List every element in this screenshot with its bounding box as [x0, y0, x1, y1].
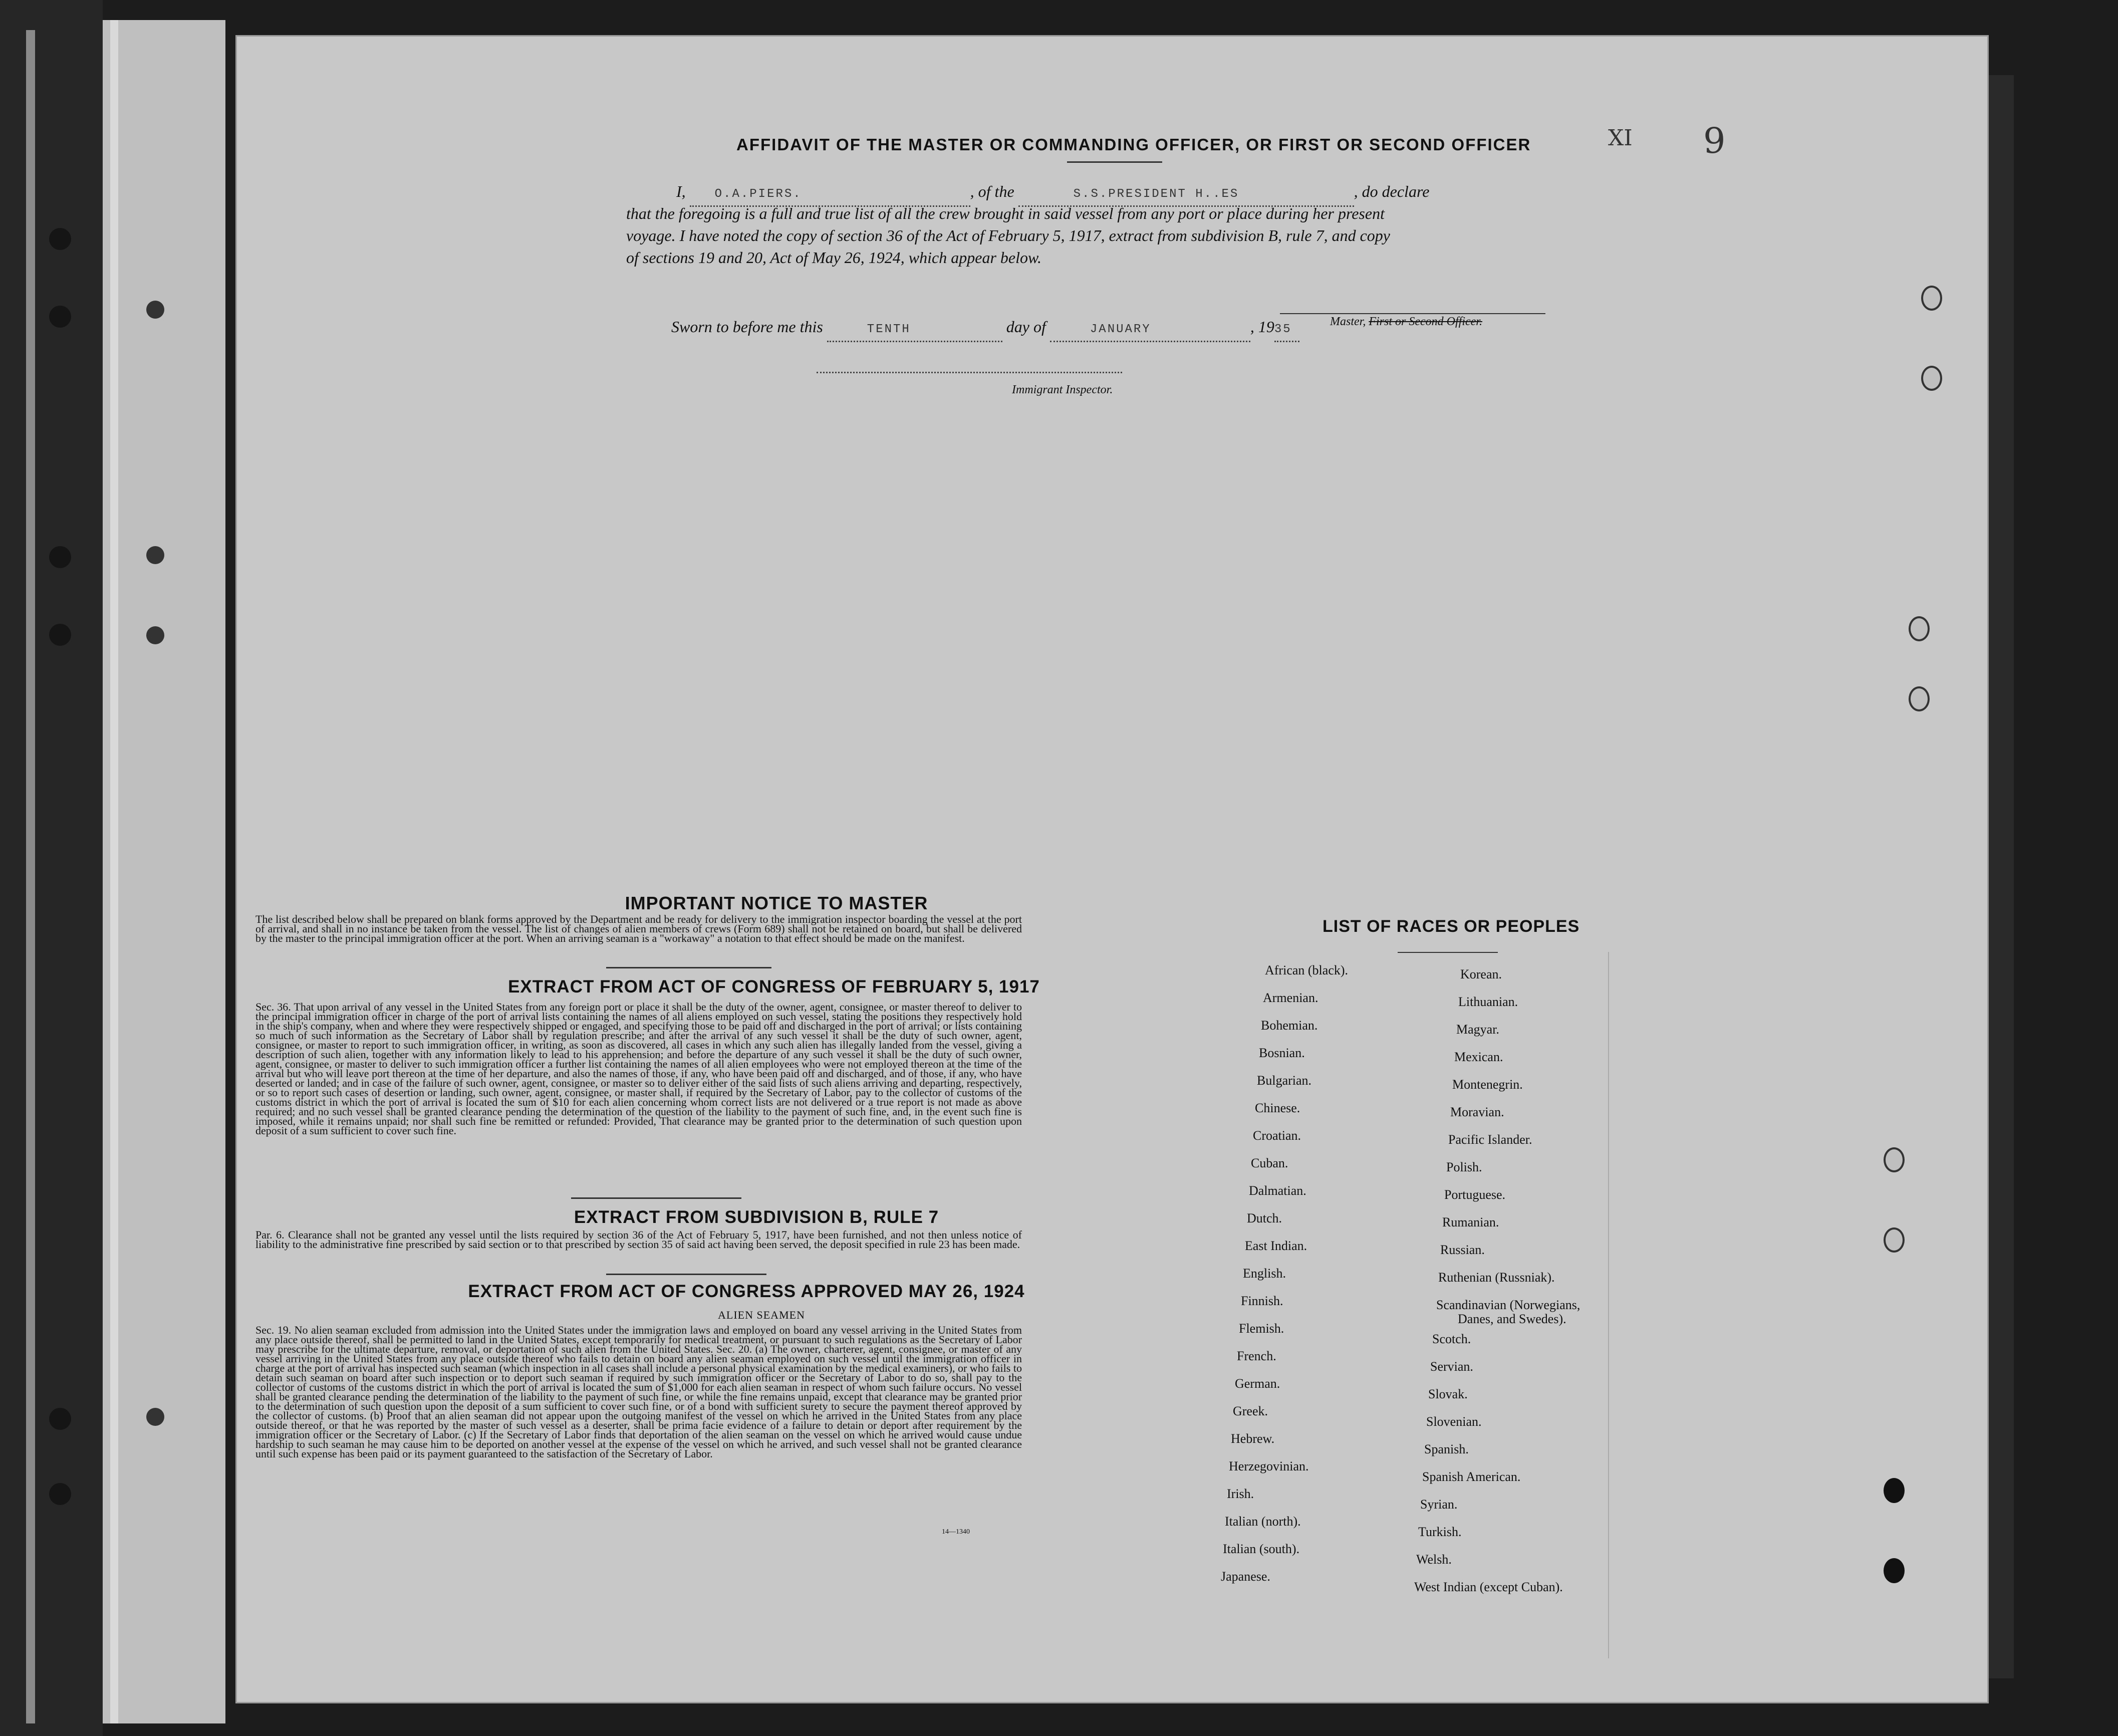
race-entry: Scotch. — [1432, 1332, 1471, 1346]
punch-hole — [1909, 686, 1930, 711]
extract2-rule — [606, 1274, 766, 1275]
corner-mark: XI — [1608, 125, 1633, 151]
race-entry: Moravian. — [1450, 1105, 1504, 1119]
binding-strip — [0, 0, 103, 1736]
punch-hole — [1884, 1478, 1905, 1503]
sworn-prefix: Sworn to before me this — [671, 318, 823, 336]
race-entry: English. — [1243, 1266, 1286, 1281]
binder-hole — [49, 1408, 71, 1430]
race-entry: Mexican. — [1454, 1050, 1503, 1064]
master-name: O.A.PIERS. — [714, 187, 802, 201]
punch-hole — [1921, 286, 1942, 311]
extract2-text: Par. 6. Clearance shall not be granted any vessel until the lists required by section 36 of the Act of February 5, 1917, have been furnished, and not then unless notice of liability to the administrative fine prescribed by said section or to that prescribed by section 35 of said act having been served, the deposit specified in rule 23 has been made. — [255, 1228, 1022, 1251]
extract2-title: EXTRACT FROM SUBDIVISION B, RULE 7 — [574, 1207, 939, 1227]
race-entry: Lithuanian. — [1458, 995, 1518, 1009]
race-entry: Spanish. — [1424, 1442, 1469, 1456]
affidavit-title: AFFIDAVIT OF THE MASTER OR COMMANDING OFFICER, OR FIRST OR SECOND OFFICER — [736, 135, 1531, 154]
binder-hole — [49, 228, 71, 250]
race-entry: Finnish. — [1241, 1294, 1283, 1308]
race-entry: Portuguese. — [1444, 1187, 1506, 1202]
affidavit-line4: of sections 19 and 20, Act of May 26, 1924, which appear below. — [626, 249, 1041, 267]
race-entry: German. — [1235, 1376, 1280, 1391]
race-entry: Danes, and Swedes). — [1458, 1312, 1566, 1326]
line1-prefix: I, — [676, 182, 686, 200]
notice-text: The list described below shall be prepared on blank forms approved by the Department and be ready for delivery to the immigration inspector boarding the vessel at the port of arrival, and shall in no instance be taken from the vessel. The list of changes of alien members of crews (Form 689) shall not be retained on board, but shall be delivered by the master to the principal immigration officer at the port. When an arriving seaman is a "workaway" a notation to that effect should be made on the manifest. — [255, 913, 1022, 944]
race-entry: Cuban. — [1251, 1156, 1288, 1170]
race-entry: African (black). — [1265, 963, 1349, 977]
binder-hole — [49, 624, 71, 646]
punch-hole — [1921, 366, 1942, 391]
race-entry: French. — [1237, 1349, 1276, 1363]
master-label: Master, — [1330, 315, 1369, 328]
binder-hole — [146, 301, 164, 319]
sworn-month-field — [1050, 316, 1250, 342]
extract1-title: EXTRACT FROM ACT OF CONGRESS OF FEBRUARY 5, 1917 — [508, 977, 1040, 997]
binder-hole — [49, 546, 71, 568]
race-entry: Magyar. — [1456, 1022, 1499, 1037]
form-number: 14—1340 — [942, 1528, 970, 1536]
vessel-name: S.S.PRESIDENT H..ES — [1073, 187, 1239, 201]
race-entry: Flemish. — [1239, 1321, 1284, 1336]
race-entry: Spanish American. — [1422, 1469, 1521, 1484]
notice-title: IMPORTANT NOTICE TO MASTER — [625, 893, 928, 913]
sworn-line — [671, 316, 1299, 342]
race-entry: Pacific Islander. — [1448, 1132, 1532, 1147]
year-suffix: 35 — [1274, 323, 1292, 336]
do-declare-label: , do declare — [1354, 182, 1430, 200]
race-entry: Servian. — [1430, 1359, 1473, 1374]
race-entry: Italian (south). — [1223, 1542, 1300, 1556]
race-entry: East Indian. — [1245, 1238, 1307, 1253]
punch-hole — [1884, 1227, 1905, 1253]
extract1-rule — [571, 1197, 741, 1199]
notice-rule — [606, 967, 771, 968]
binder-hole — [146, 626, 164, 644]
binder-paper — [103, 20, 225, 1723]
title-rule — [1067, 161, 1162, 163]
struck-officer-label: First or Second Officer. — [1369, 315, 1482, 328]
race-entry: Irish. — [1227, 1486, 1254, 1501]
race-entry: Scandinavian (Norwegians, — [1436, 1298, 1580, 1312]
race-entry: Italian (north). — [1225, 1514, 1301, 1529]
manifest-sheet — [235, 35, 1989, 1703]
punch-hole — [1909, 616, 1930, 641]
race-entry: Russian. — [1440, 1243, 1485, 1257]
race-entry: Montenegrin. — [1452, 1077, 1523, 1092]
handwritten-mark: 9 — [1703, 120, 1726, 161]
sworn-day: TENTH — [867, 323, 911, 336]
races-column-guide — [1608, 952, 1609, 1658]
extract1-text: Sec. 36. That upon arrival of any vessel in the United States from any foreign port or place it shall be the duty of the owner, agent, consignee, or master thereof to deliver to the principal immigration officer in charge of the port of arrival lists containing the names of all aliens employed on such vessel, stating the positions they respectively hold in the ship's company, when and where they were respectively shipped or engaged, and specifying those to be paid off and discharged in the port of arrival; or lists containing so much of such information as the Secretary of Labor shall by regulation prescribe; and after the arrival of any such vessel it shall be the duty of such owner, agent, consignee, or master to report to such immigration officer, in writing, as soon as discovered, all cases in which any such alien has illegally landed from the vessel, giving a description of such alien, together with any information likely to lead to his apprehension; and before the departure of any such vessel it shall be the duty of such owner, agent, consignee, or master to deliver to such immigration officer a further list containing the names of all alien employees who were not employed thereon at the time of the arrival but who will leave port thereon at the time of her departure, and also the names of those, if any, who have been paid off and discharged, and of those, if any, who have deserted or landed; and in case of the failure of such owner, agent, consignee, or master so to deliver either of the said lists of such aliens arriving and departing, respectively, or so to report such cases of desertion or landing, such owner, agent, consignee, or master shall, if required by the Secretary of Labor, pay to the collector of customs of the customs district in which the port of arrival is located the sum of $10 for each alien concerning whom correct lists are not delivered or a true report is not made as above required; and no such vessel shall be granted clearance pending the determination of the question of the liability to the payment of such fine, and, in the event such fine is imposed, while it remains unpaid; nor shall such fine be remitted or refunded: Provided, That clearance may be granted prior to the determination of such question upon deposit of a sum sufficient to cover such fine. — [255, 1001, 1022, 1137]
race-entry: Turkish. — [1418, 1525, 1462, 1539]
race-entry: Greek. — [1233, 1404, 1268, 1418]
race-entry: West Indian (except Cuban). — [1414, 1580, 1563, 1594]
inspector-label: Immigrant Inspector. — [1012, 383, 1113, 396]
race-entry: Polish. — [1446, 1160, 1482, 1174]
race-entry: Syrian. — [1420, 1497, 1458, 1512]
extract3-subtitle: ALIEN SEAMEN — [718, 1309, 805, 1321]
race-entry: Bohemian. — [1261, 1018, 1318, 1033]
race-entry: Slovak. — [1428, 1387, 1468, 1401]
sworn-month: JANUARY — [1090, 323, 1151, 336]
of-the-label: , of the — [970, 182, 1014, 200]
year-prefix: , 19 — [1250, 318, 1274, 336]
master-signature-label — [1330, 311, 1482, 333]
extract3-text: Sec. 19. No alien seaman excluded from admission into the United States under the immigration laws and employed on board any vessel arriving in the United States from any place outside thereof, shall be permitted to land in the United States, except temporarily for medical treatment, or pursuant to such regulations as the Secretary of Labor may prescribe for the ultimate departure, removal, or deportation of such alien from the United States. Sec. 20. (a) The owner, charterer, agent, consignee, or master of any vessel arriving in the United States from any place outside thereof who fails to detain on board any alien seaman employed on such vessel until the immigration officer in charge at the port of arrival has inspected such seaman (which inspection in all cases shall include a personal physical examination by the medical examiners), or who fails to detain such seaman on board after such inspection or to deport such seaman if required by such immigration officer or the Secretary of Labor to do so, shall pay to the collector of customs of the customs district in which the port of arrival is located the sum of $1,000 for each alien seaman in respect of whom such failure occurs. No vessel shall be granted clearance pending the determination of the liability to the payment of such fine, or while the fine remains unpaid, except that clearance may be granted prior to the determination of such question upon the deposit of a sum sufficient to cover such fine, or of a bond with sufficient surety to secure the payment thereof approved by the collector of customs. (b) Proof that an alien seaman did not appear upon the outgoing manifest of the vessel on which he arrived in the United States from any place outside thereof, or that he was reported by the master of such vessel as a deserter, shall be prima facie evidence of a failure to detain or deport after requirement by the immigration officer or the Secretary of Labor. (c) If the Secretary of Labor finds that deportation of the alien seaman on the vessel on which he arrived would cause undue hardship to such seaman he may cause him to be deported on another vessel at the expense of the vessel on which he arrived, and such vessel shall not be granted clearance until such expense has been paid or its payment guaranteed to the satisfaction of the Secretary of Labor. — [255, 1324, 1022, 1460]
punch-hole — [1884, 1558, 1905, 1583]
sworn-day-field — [827, 316, 1002, 342]
day-of-label: day of — [1006, 318, 1046, 336]
race-entry: Chinese. — [1255, 1101, 1300, 1115]
binder-hole — [49, 306, 71, 328]
race-entry: Japanese. — [1221, 1569, 1270, 1584]
race-entry: Welsh. — [1416, 1552, 1452, 1567]
race-entry: Ruthenian (Russniak). — [1438, 1270, 1555, 1285]
race-entry: Armenian. — [1263, 990, 1318, 1005]
race-entry: Korean. — [1460, 967, 1502, 981]
binding-edge — [26, 30, 35, 1723]
race-entry: Rumanian. — [1442, 1215, 1499, 1229]
binder-paper-edge — [110, 20, 118, 1723]
race-entry: Croatian. — [1253, 1128, 1301, 1143]
race-entry: Dalmatian. — [1249, 1183, 1306, 1198]
race-entry: Bulgarian. — [1257, 1073, 1312, 1088]
race-entry: Herzegovinian. — [1229, 1459, 1309, 1473]
binder-hole — [146, 1408, 164, 1426]
punch-hole — [1884, 1147, 1905, 1172]
affidavit-line3: voyage. I have noted the copy of section 36 of the Act of February 5, 1917, extract from subdivision B, rule 7, and copy — [626, 226, 1390, 244]
race-entry: Slovenian. — [1426, 1414, 1482, 1429]
affidavit-line2: that the foregoing is a full and true list of all the crew brought in said vessel from any port or place during her present — [626, 204, 1385, 222]
race-entry: Dutch. — [1247, 1211, 1282, 1225]
extract3-title: EXTRACT FROM ACT OF CONGRESS APPROVED MAY 26, 1924 — [468, 1282, 1025, 1301]
race-entry: Hebrew. — [1231, 1431, 1275, 1446]
year-field — [1274, 316, 1299, 342]
binder-hole — [146, 546, 164, 564]
inspector-signature-line — [817, 372, 1122, 373]
race-entry: Bosnian. — [1259, 1046, 1305, 1060]
races-title: LIST OF RACES OR PEOPLES — [1322, 917, 1580, 936]
binder-hole — [49, 1483, 71, 1505]
races-rule — [1398, 952, 1498, 953]
